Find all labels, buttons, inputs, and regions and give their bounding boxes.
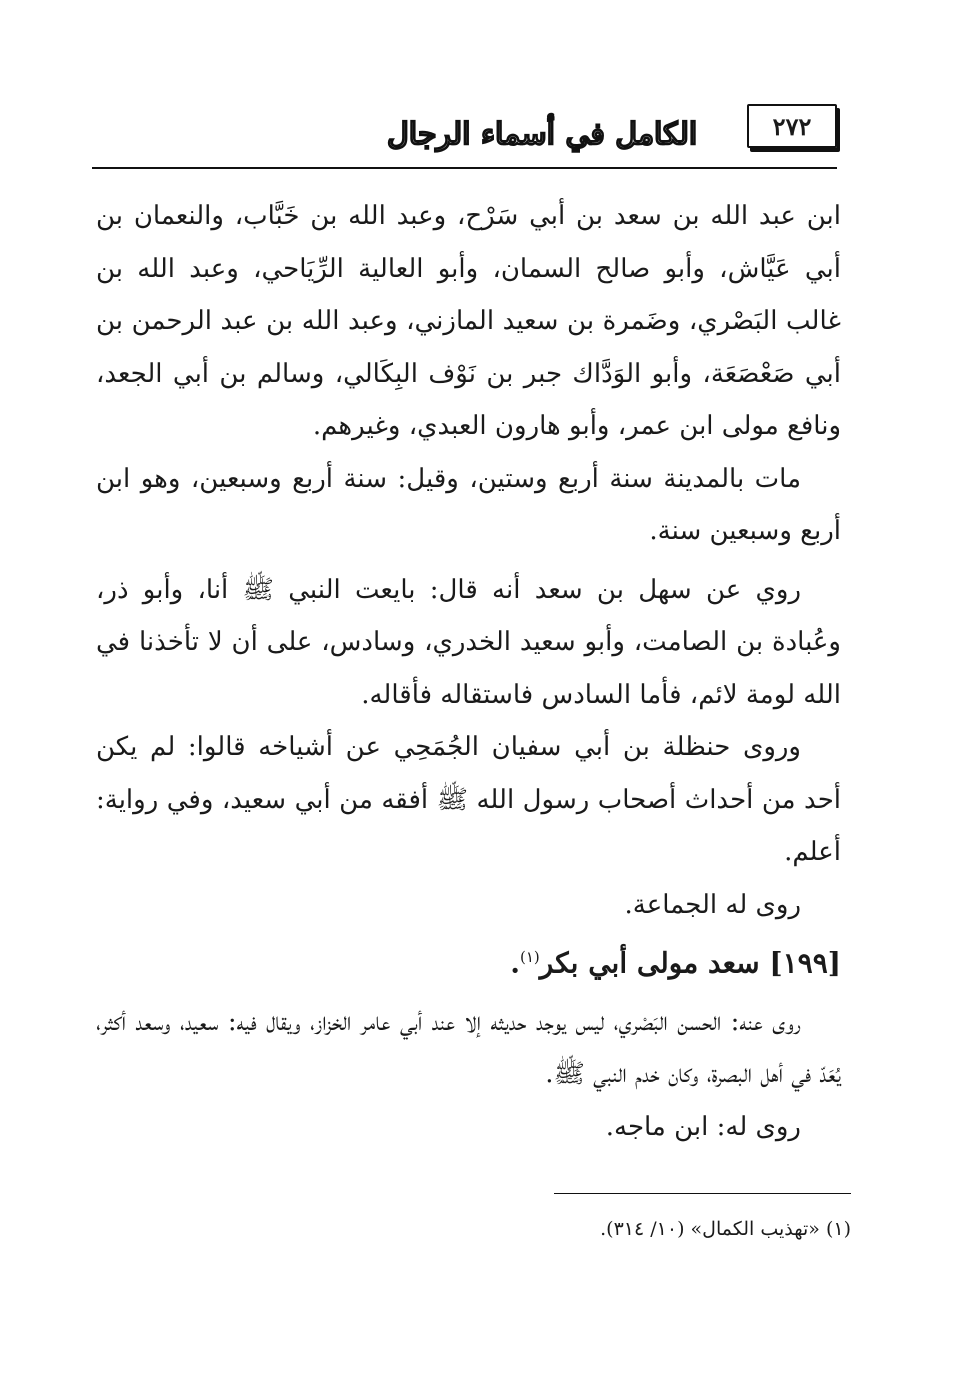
page-number: ٢٧٢: [747, 104, 837, 148]
paragraph-narrators: ابن عبد الله بن سعد بن أبي سَرْح، وعبد الله بن خَبَّاب، والنعمان بن أبي عَيَّاش، وأبو صالح السمان، وأبو العالية الرِّيَاحي، وعبد الله بن غالب البَصْري، وضَمرة بن سعيد المازني، وعبد الله بن عبد الرحمن بن أبي صَعْصَعَة، وأبو الوَدَّاك جبر بن نَوْف البِكَالي، وسالم بن أبي الجعد، ونافع مولى ابن عمر، وأبو هارون العبدي، وغيرهم.: [96, 201, 841, 441]
footnote-divider: [554, 1193, 851, 1194]
paragraph-transmission: روى له الجماعة.: [624, 889, 801, 920]
paragraph-transmission-2: روى له: ابن ماجه.: [605, 1111, 801, 1142]
footnote-marker[interactable]: (١): [519, 948, 540, 966]
entry-heading-end: .: [510, 946, 520, 980]
paragraph-narrators-2: روى عنه: الحسن البَصْري، ليس يوجد حديثه إلا عند أبي عامر الخزاز، ويقال فيه: سعيد، وسعد أكثر، يُعَدّ في أهل البصرة، وكان خدم النبي ﷺ.: [96, 1006, 841, 1090]
entry-heading-text: [١٩٩] سعد مولى أبي بكر: [539, 946, 841, 980]
book-title-calligraphy: [92, 104, 698, 160]
footnote: (١) «تهذيب الكمال» (١٠/ ٣١٤).: [600, 1218, 851, 1240]
book-title-text: الكامل في أسماء الرجال: [387, 117, 698, 152]
page-header: [92, 98, 837, 168]
paragraph-pledge: روي عن سهل بن سعد أنه قال: بايعت النبي ﷺ أنا، وأبو ذر، وعُبادة بن الصامت، وأبو سعيد الخدري، وسادس، على أن لا تأخذنا في الله لومة لائم، فأما السادس فاستقاله فأقاله.: [96, 574, 841, 710]
entry-heading: [96, 931, 841, 990]
header-divider: [92, 167, 837, 169]
paragraph-hanzala: وروى حنظلة بن أبي سفيان الجُمَحِي عن أشياخه قالوا: لم يكن أحد من أحداث أصحاب رسول الله ﷺ أفقه من أبي سعيد، وفي رواية: أعلم.: [96, 732, 841, 867]
paragraph-death: مات بالمدينة سنة أربع وستين، وقيل: سنة أربع وسبعين، وهو ابن أربع وسبعين سنة.: [96, 463, 841, 546]
main-text: [96, 190, 841, 1153]
